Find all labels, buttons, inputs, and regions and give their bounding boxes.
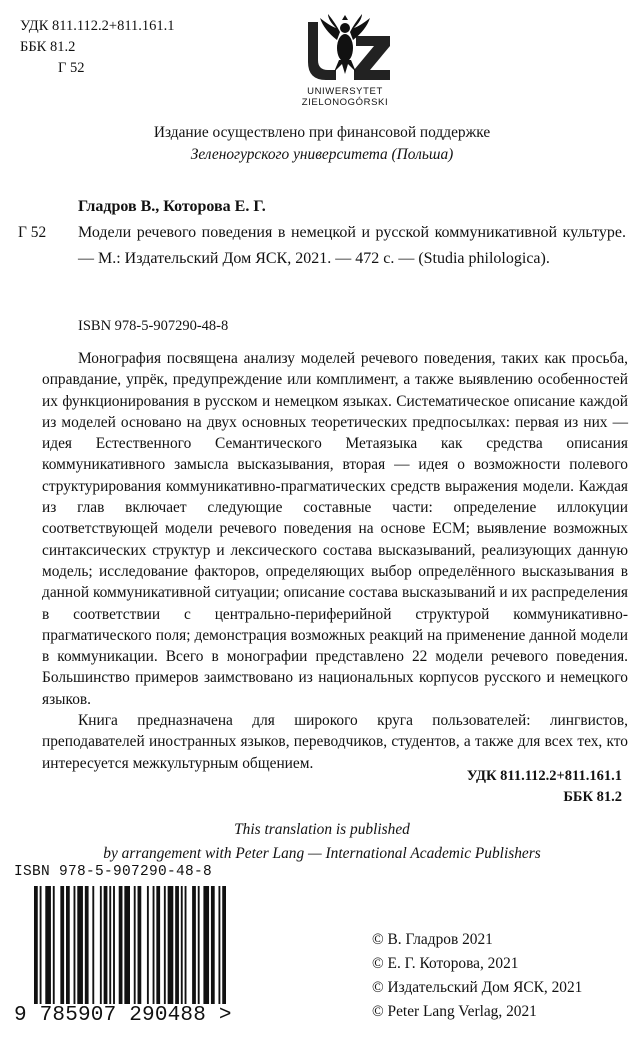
barcode-bar	[60, 886, 64, 1004]
barcode-bar	[218, 886, 220, 1004]
barcode-bar	[66, 886, 70, 1004]
copyright-block	[372, 928, 582, 1024]
barcode-bar	[113, 886, 115, 1004]
funding-line2: Зеленогурского университета (Польша)	[190, 146, 454, 163]
barcode-bar	[134, 886, 136, 1004]
barcode-bar	[74, 886, 76, 1004]
copyright-line: © Peter Lang Verlag, 2021	[372, 1003, 537, 1020]
university-logo	[290, 14, 400, 106]
copyright-line: © В. Гладров 2021	[372, 931, 493, 948]
barcode-bar	[45, 886, 51, 1004]
barcode-bar	[192, 886, 196, 1004]
udk-code: УДК 811.112.2+811.161.1	[20, 18, 175, 34]
annotation-paragraph-1: Монография посвящена анализу моделей речевого поведения, таких как просьба, оправдание, упрёк, предупреждение или комплимент, а также выявлению особенностей их функционирования в русском и немецком языках. Систематическое описание каждой из моделей основано на двух основных теоретических предпосылках: первая из них — идея Естественного Семантического Метаязыка как средства описания коммуникативного замысла высказывания, вторая — идея о возможности полевого структурирования коммуникативно-прагматических средств выражения модели. Каждая из глав включает следующие составные части: определение иллокуции соответствующей модели речевого поведения на основе ЕСМ; выявление возможных синтаксических структур и лексического состава высказываний, реализующих данную модель; исследование факторов, определяющих выбор определённого высказывания в данной коммуникативной ситуации; описание состава высказываний и их распределения в соответствии с центрально-периферийной структурой коммуникативно-прагматического поля; демонстрация возможных реакций на применение данной модели в коммуникации. Всего в монографии представлено 22 модели речевого поведения. Большинство примеров заимствовано из национальных корпусов русского и немецкого языков.	[42, 350, 628, 708]
barcode-bar	[181, 886, 183, 1004]
barcode-bar	[138, 886, 142, 1004]
side-author-mark: Г 52	[18, 224, 47, 241]
barcode-bar	[104, 886, 108, 1004]
annotation-paragraph-2: Книга предназначена для широкого круга пользователей: лингвистов, преподавателей иностранных языков, переводчиков, студентов, а также для всех тех, кто интересуется межкультурным общением.	[42, 712, 628, 772]
barcode-icon	[34, 886, 226, 1004]
funding-note	[0, 122, 644, 166]
footer-udk: УДК 811.112.2+811.161.1	[466, 768, 622, 784]
barcode-bar	[147, 886, 149, 1004]
barcode-bar	[119, 886, 123, 1004]
footer-codes	[467, 766, 622, 808]
barcode-bar	[53, 886, 55, 1004]
authors: Гладров В., Которова Е. Г.	[78, 198, 266, 215]
barcode-bar	[153, 886, 155, 1004]
barcode-bar	[109, 886, 111, 1004]
barcode-bar	[85, 886, 89, 1004]
barcode-bar	[211, 886, 215, 1004]
barcode-bar	[40, 886, 42, 1004]
barcode-bar	[203, 886, 209, 1004]
barcode-bar	[34, 886, 38, 1004]
logo-line2: ZIELONOGÓRSKI	[301, 97, 389, 108]
translation-line2: by arrangement with Peter Lang — International Academic Publishers	[103, 845, 541, 862]
logo-line1: UNIWERSYTET	[307, 86, 383, 97]
translation-note	[0, 818, 644, 866]
barcode-bar	[100, 886, 102, 1004]
barcode-bar	[222, 886, 226, 1004]
barcode-bar	[185, 886, 187, 1004]
barcode-isbn: ISBN 978-5-907290-48-8	[14, 864, 213, 880]
barcode-bar	[198, 886, 200, 1004]
barcode-bar	[77, 886, 83, 1004]
bibliographic-description: Модели речевого поведения в немецкой и русской коммуникативной культуре. — М.: Издательский Дом ЯСК, 2021. — 472 с. — (Studia philologica).	[78, 224, 626, 267]
barcode-bar	[124, 886, 130, 1004]
barcode-bar	[168, 886, 174, 1004]
classification-codes	[20, 16, 175, 79]
funding-line1: Издание осуществлено при финансовой поддержке	[153, 124, 491, 141]
translation-line1: This translation is published	[234, 821, 410, 838]
copyright-line: © Е. Г. Которова, 2021	[372, 955, 519, 972]
barcode-bar	[175, 886, 179, 1004]
barcode-bar	[92, 886, 94, 1004]
annotation	[42, 348, 628, 774]
footer-bbk: ББК 81.2	[563, 789, 622, 805]
bbk-code: ББК 81.2	[20, 39, 76, 55]
barcode-bar	[164, 886, 166, 1004]
author-mark: Г 52	[58, 60, 85, 76]
barcode-bar	[156, 886, 160, 1004]
copyright-line: © Издательский Дом ЯСК, 2021	[372, 979, 583, 996]
university-eagle-logo-icon	[290, 14, 400, 86]
barcode-number: 9 785907 290488 >	[14, 1004, 232, 1027]
barcode	[34, 886, 226, 1004]
isbn: ISBN 978-5-907290-48-8	[78, 318, 229, 334]
